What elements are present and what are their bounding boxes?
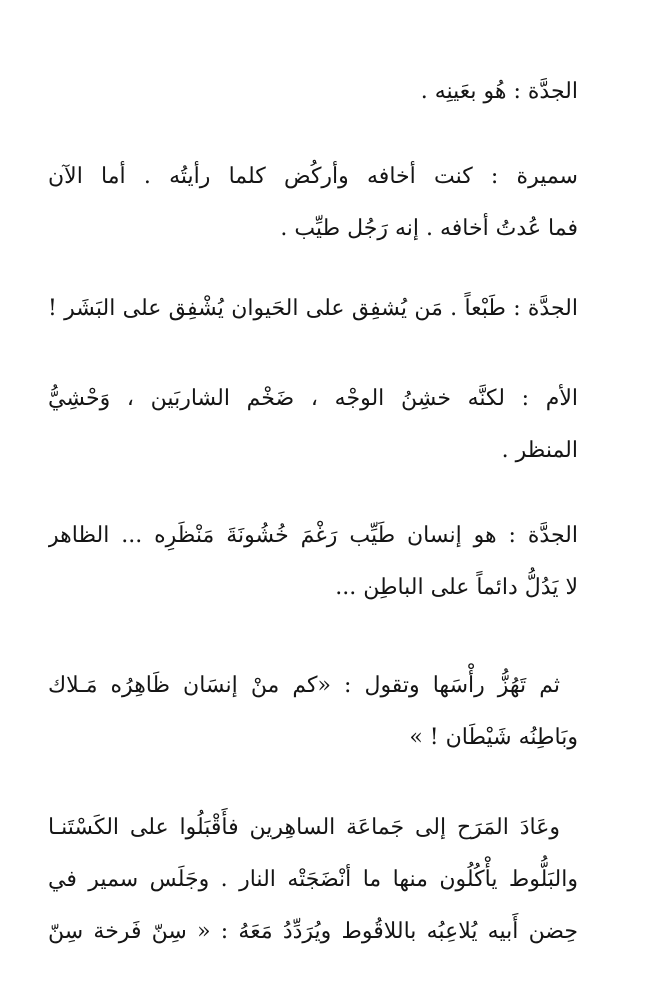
text-line: وبَاطِنُه شَيْطَان ! »	[409, 725, 578, 750]
text-line: ثم تَهُزُّ رأْسَها وتقول : «كم منْ إنسَان ظَاهِرُه مَـلاك	[48, 673, 560, 698]
text-line: وعَادَ المَرَح إلى جَماعَة الساهِرين فأَقْبَلُوا على الكَسْتَنـا	[48, 815, 560, 840]
text-line: لا يَدُلُّ دائماً على الباطِن ...	[335, 575, 578, 600]
text-line: حِضن أَبيه يُلاعِبُه باللاقُوط ويُرَدِّدُ مَعَهُ : « سِنّ فَرخة سِنّ	[48, 919, 578, 944]
text-line: سميرة : كنت أخافه وأركُض كلما رأيتُه . أما الآن	[48, 164, 578, 189]
text-line: الجدَّة : هو إنسان طَيِّب رَغْمَ خُشُونَةَ مَنْظَرِه ... الظاهر	[48, 523, 578, 548]
text-line: فما عُدتُ أخافه . إنه رَجُل طيِّب .	[280, 216, 578, 241]
paragraph-grandmother-1	[48, 66, 578, 118]
text-line: الجدَّة : هُو بعَينِه .	[420, 79, 578, 104]
text-line: الأم : لكنَّه خشِنُ الوجْه ، ضَخْم الشاربَين ، وَحْشِيُّ	[48, 386, 578, 411]
paragraph-grandmother-3	[48, 510, 578, 614]
paragraph-samira	[48, 151, 578, 255]
paragraph-narration-2	[48, 802, 578, 958]
paragraph-grandmother-2	[48, 283, 578, 335]
text-line: الجدَّة : طَبْعاً . مَن يُشفِق على الحَيوان يُشْفِق على البَشَر !	[48, 296, 578, 321]
paragraph-narration-1	[48, 660, 578, 764]
text-line: المنظر .	[501, 438, 578, 463]
text-line: والبَلُّوط يأْكُلُون منها ما أنْضَجَتْه النار . وجَلَس سمير في	[48, 867, 578, 892]
paragraph-mother	[48, 373, 578, 477]
